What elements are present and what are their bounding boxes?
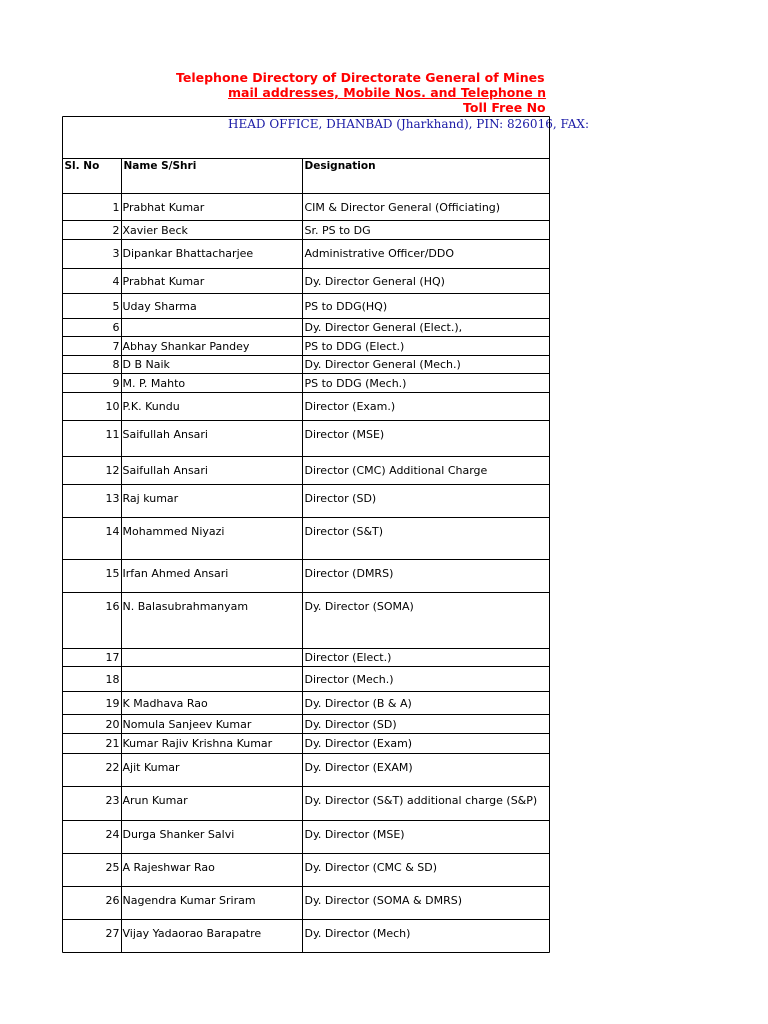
row-sl-no: 22 — [105, 761, 120, 774]
row-name: Irfan Ahmed Ansari — [122, 567, 229, 580]
head-office-address: HEAD OFFICE, DHANBAD (Jharkhand), PIN: 826016, FAX: — [228, 117, 590, 131]
row-designation: Dy. Director (SD) — [304, 717, 397, 731]
row-name: Uday Sharma — [122, 299, 197, 313]
row-sl-no: 8 — [112, 358, 120, 371]
row-name: Mohammed Niyazi — [122, 525, 225, 538]
row-sl-no: 7 — [112, 339, 120, 353]
row-sl-no: 19 — [105, 696, 120, 710]
row-name: Ajit Kumar — [122, 761, 180, 774]
row-designation: Administrative Officer/DDO — [304, 247, 454, 260]
row-sl-no: 4 — [112, 274, 120, 288]
row-sl-no: 2 — [112, 223, 120, 237]
row-designation: Dy. Director (SOMA) — [304, 600, 414, 613]
row-designation: Sr. PS to DG — [304, 223, 371, 237]
row-name: Abhay Shankar Pandey — [122, 339, 250, 353]
row-name: Nomula Sanjeev Kumar — [122, 717, 252, 731]
row-designation: Director (CMC) Additional Charge — [304, 464, 488, 477]
row-sl-no: 25 — [105, 861, 120, 874]
row-designation: Dy. Director General (Elect.), — [304, 321, 463, 334]
row-name: K Madhava Rao — [122, 696, 208, 710]
row-sl-no: 9 — [112, 376, 120, 390]
row-name: Durga Shanker Salvi — [122, 828, 235, 841]
row-designation: Director (SD) — [304, 492, 377, 505]
row-designation: Dy. Director (Mech) — [304, 927, 411, 940]
row-name: Dipankar Bhattacharjee — [122, 247, 254, 260]
row-sl-no: 14 — [105, 525, 120, 538]
row-designation: Director (Mech.) — [304, 672, 394, 686]
row-designation: Dy. Director (SOMA & DMRS) — [304, 894, 462, 907]
row-designation: Director (S&T) — [304, 525, 384, 538]
row-designation: Dy. Director (MSE) — [304, 828, 405, 841]
row-sl-no: 24 — [105, 828, 120, 841]
row-designation: Dy. Director General (Mech.) — [304, 358, 461, 371]
row-name: Vijay Yadaorao Barapatre — [122, 927, 262, 940]
row-sl-no: 20 — [105, 717, 120, 731]
row-name: Raj kumar — [122, 492, 179, 505]
row-designation: Dy. Director (Exam) — [304, 737, 413, 750]
row-designation: Director (MSE) — [304, 428, 385, 441]
row-sl-no: 15 — [105, 567, 120, 580]
row-designation: Dy. Director General (HQ) — [304, 274, 445, 288]
row-sl-no: 3 — [112, 247, 120, 260]
row-sl-no: 5 — [112, 299, 120, 313]
row-designation: CIM & Director General (Officiating) — [304, 200, 501, 214]
row-designation: Director (Elect.) — [304, 651, 392, 664]
row-sl-no: 27 — [105, 927, 120, 940]
row-sl-no: 26 — [105, 894, 120, 907]
row-designation: Dy. Director (EXAM) — [304, 761, 413, 774]
row-sl-no: 12 — [105, 464, 120, 477]
row-name: D B Naik — [122, 358, 170, 371]
row-name: Arun Kumar — [122, 794, 188, 807]
row-name: N. Balasubrahmanyam — [122, 600, 249, 613]
row-sl-no: 10 — [105, 400, 120, 413]
row-name: P.K. Kundu — [122, 400, 180, 413]
row-name: M. P. Mahto — [122, 376, 186, 390]
row-name: A Rajeshwar Rao — [122, 861, 215, 874]
row-name: Saifullah Ansari — [122, 464, 208, 477]
row-sl-no: 21 — [105, 737, 120, 750]
row-name: Prabhat Kumar — [122, 274, 205, 288]
row-sl-no: 16 — [105, 600, 120, 613]
row-sl-no: 11 — [105, 428, 120, 441]
row-designation: Dy. Director (S&T) additional charge (S&P) — [304, 794, 538, 807]
row-designation: PS to DDG(HQ) — [304, 299, 388, 313]
row-designation: PS to DDG (Elect.) — [304, 339, 405, 353]
header-name: Name S/Shri — [123, 160, 197, 172]
row-name: Nagendra Kumar Sriram — [122, 894, 256, 907]
row-designation: Director (DMRS) — [304, 567, 394, 580]
row-sl-no: 13 — [105, 492, 120, 505]
row-designation: Director (Exam.) — [304, 400, 396, 413]
row-name: Xavier Beck — [122, 223, 188, 237]
row-name: Prabhat Kumar — [122, 200, 205, 214]
row-name: Saifullah Ansari — [122, 428, 208, 441]
directory-title: Telephone Directory of Directorate General of Mines — [176, 70, 545, 85]
directory-subtitle: mail addresses, Mobile Nos. and Telephone n — [228, 85, 547, 100]
row-designation: PS to DDG (Mech.) — [304, 376, 407, 390]
toll-free-label: Toll Free No — [463, 100, 546, 115]
row-sl-no: 23 — [105, 794, 120, 807]
row-sl-no: 18 — [105, 672, 120, 686]
row-name: Kumar Rajiv Krishna Kumar — [122, 737, 273, 750]
row-sl-no: 6 — [112, 321, 120, 334]
header-designation: Designation — [304, 160, 376, 172]
row-designation: Dy. Director (CMC & SD) — [304, 861, 438, 874]
row-sl-no: 1 — [112, 200, 120, 214]
header-sl-no: Sl. No — [64, 160, 100, 172]
row-sl-no: 17 — [105, 651, 120, 664]
row-designation: Dy. Director (B & A) — [304, 696, 412, 710]
